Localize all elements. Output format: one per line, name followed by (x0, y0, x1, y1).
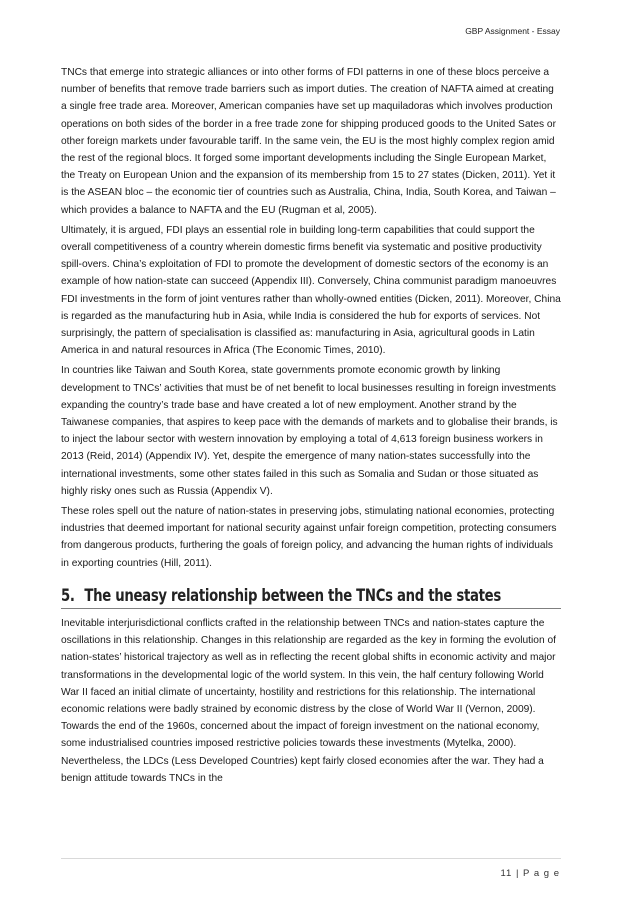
paragraph-fdi-capabilities: Ultimately, it is argued, FDI plays an essential role in building long-term capabilities that could support the overall competitiveness of a country wherein domestic firms benefit via systematic and positive productivity spill-overs. China’s exploitation of FDI to promote the development of domestic sectors of the economy is an example of how nation-state can succeed (Appendix III). Conversely, China communist paradigm manoeuvres FDI investments in the form of joint ventures rather than wholly-owned entities (Dicken, 2011). Moreover, China is regarded as the manufacturing hub in Asia, while India is considered the hub for exports of services. Not surprisingly, the pattern of specialisation is classified as: manufacturing in Asia, agricultural goods in Latin America in and natural resources in Africa (The Economic Times, 2010). (61, 224, 561, 357)
paragraph-nation-state-roles: These roles spell out the nature of nation-states in preserving jobs, stimulating national economies, protecting industries that deemed important for national security against unfair foreign competition, protecting consumers from dangerous products, furthering the goals of foreign policy, and advancing the human rights of individuals in exporting countries (Hill, 2011). (61, 506, 557, 569)
paragraph-trade-blocs: TNCs that emerge into strategic alliances or into other forms of FDI patterns in one of these blocs perceive a number of benefits that remove trade barriers such as import duties. The creation of NAFTA aimed at creating a single free trade area. Moreover, American companies have set up maquiladoras which involves production operations on both sides of the border in a free trade zone for shipping produced goods to the United Sates or other foreign markets under favourable tariff. In the same vein, the EU is the most highly complex region amid the rest of the regional blocs. It forged some important developments including the Single European Market, the Treaty on European Union and the expansion of its membership from 15 to 27 states (Dicken, 2011). Yet it is the ASEAN bloc – the economic tier of countries such as Australia, China, India, South Korea, and Taiwan – which provides a balance to NAFTA and the EU (Rugman et al, 2005). (61, 67, 556, 216)
running-header: GBP Assignment - Essay (465, 26, 560, 36)
paragraph-taiwan-korea: In countries like Taiwan and South Korea, state governments promote economic growth by linking development to TNCs’ activities that must be of net benefit to local businesses resulting in foreign investments expanding the country’s trade base and have created a lot of new employment. Another strand by the Taiwanese companies, that aspires to keep pace with the demands of markets and to globalise their brands, is to inject the labour sector with western innovation by employing a total of 4,613 foreign business workers in 2013 (Reid, 2014) (Appendix IV). Yet, despite the emergence of many nation-states successfully into the international investments, some other states failed in this such as Somalia and Sudan or those situated as highly risky ones such as Russia (Appendix V). (61, 365, 558, 497)
section-divider (61, 608, 561, 609)
paragraph-uneasy-relationship: Inevitable interjurisdictional conflicts crafted in the relationship between TNCs and nation-states capture the oscillations in this relationship. Changes in this relationship are regarded as the key in forming the evolution of nation-states’ historical trajectory as well as in reflecting the recent global shifts in economic activity and major transformations in the developmental logic of the world system. In this vein, the half century following World War II faced an initial climate of uncertainty, hostility and restrictions for this relationship. The international economic relations were badly strained by economic distress by the close of World War II (Vernon, 2009). Towards the end of the 1960s, concerned about the impact of foreign investment on the national economy, some industrialised countries imposed restrictive policies towards these investments (Mytelka, 2000). Nevertheless, the LDCs (Less Developed Countries) kept fairly closed economies after the war. They had a benign attitude towards TNCs in the (61, 617, 556, 784)
page-number: 11 | P a g e (500, 868, 560, 879)
section-title: The uneasy relationship between the TNCs and the states (84, 585, 501, 606)
footer-divider (61, 858, 561, 859)
section-number: 5. (61, 585, 75, 606)
document-body (61, 64, 561, 790)
section-heading (61, 585, 501, 606)
